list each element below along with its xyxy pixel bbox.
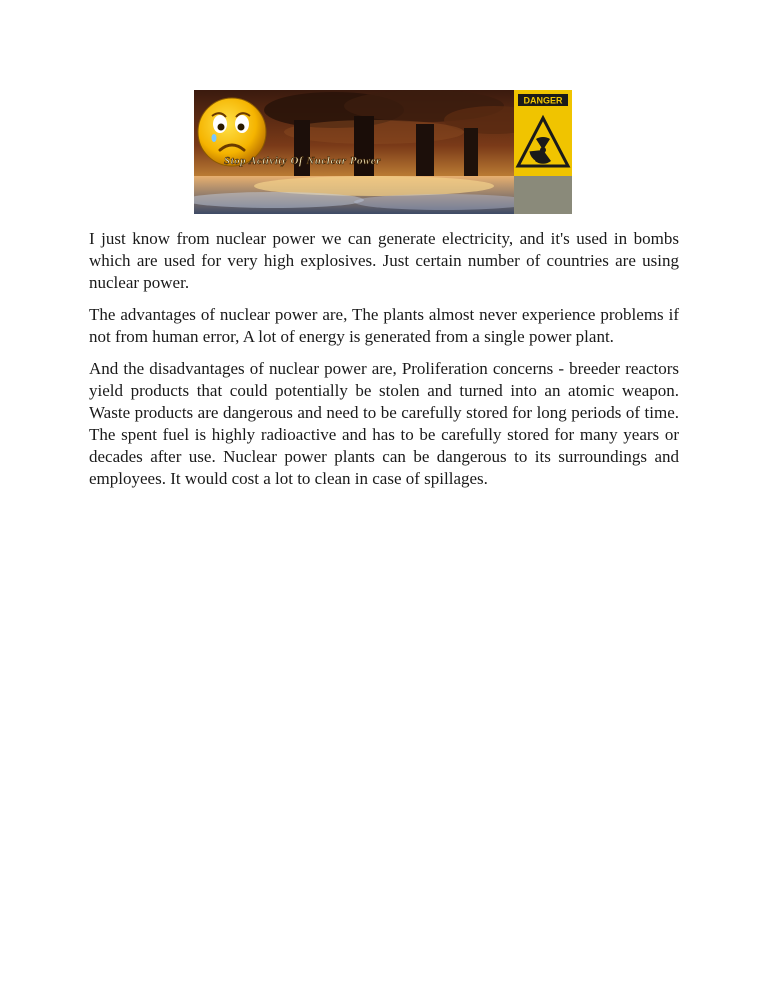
banner-image xyxy=(194,90,572,214)
paragraph-advantages: The advantages of nuclear power are, The plants almost never experience problems if not from human error, A lot of energy is generated from a single power plant. xyxy=(89,305,679,346)
paragraph-disadvantages: And the disadvantages of nuclear power are, Proliferation concerns - breeder reactors yield products that could potentially be stolen and turned into an atomic weapon. Waste products are dangerous and need to be carefully stored for long periods of time. The spent fuel is highly radioactive and has to be carefully stored for many years or decades after use. Nuclear power plants can be dangerous to its surroundings and employees. It would cost a lot to clean in case of spillages. xyxy=(89,359,679,488)
banner-caption: Stop Activity Of Nuclear Power xyxy=(224,155,381,167)
paragraph-intro: I just know from nuclear power we can generate electricity, and it's used in bombs which are used for very high explosives. Just certain number of countries are using nuclear power. xyxy=(89,229,679,292)
danger-label: DANGER xyxy=(523,95,563,106)
body-text xyxy=(89,228,679,500)
